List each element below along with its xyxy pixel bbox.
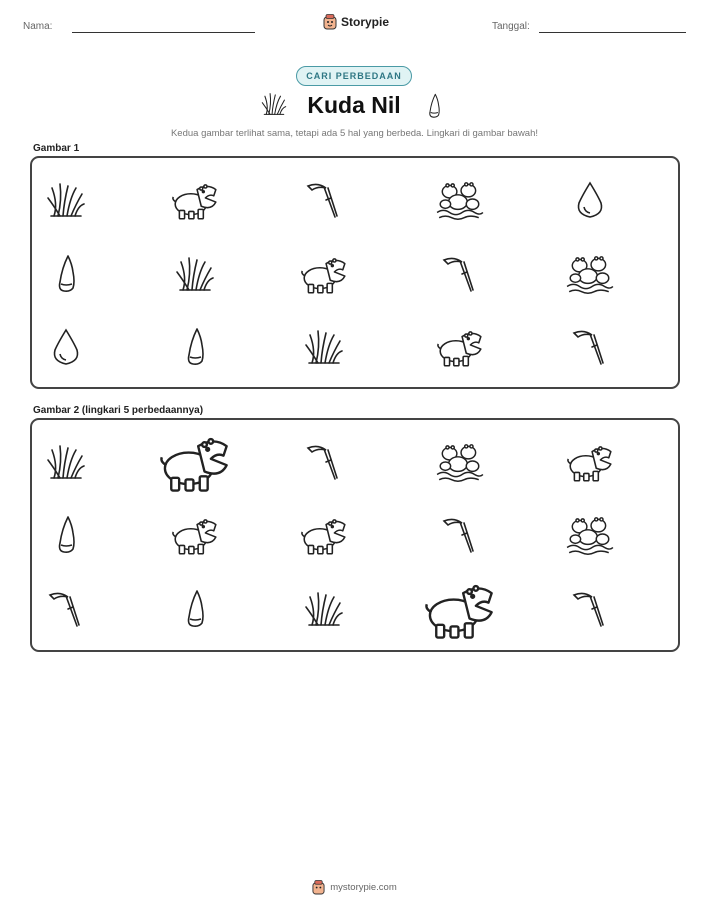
hippo-icon[interactable] xyxy=(299,514,349,556)
date-label: Tanggal: xyxy=(492,21,530,32)
picture-1-panel xyxy=(30,156,680,389)
scythe-icon xyxy=(304,180,344,220)
scythe-icon[interactable] xyxy=(46,589,86,629)
hippo-icon xyxy=(435,326,485,368)
storypie-mascot-icon xyxy=(312,880,325,895)
hippo-group-icon xyxy=(435,179,485,221)
scythe-icon[interactable] xyxy=(570,589,610,629)
grass-icon[interactable] xyxy=(46,442,86,482)
hippo-large-icon[interactable] xyxy=(157,430,233,494)
hippo-icon xyxy=(170,179,220,221)
brand-logo xyxy=(323,14,389,30)
name-label: Nama: xyxy=(23,21,53,32)
footer xyxy=(0,880,709,895)
picture-2-panel[interactable] xyxy=(30,418,680,652)
scythe-icon[interactable] xyxy=(304,442,344,482)
grass-icon xyxy=(304,327,344,367)
droplet-icon xyxy=(46,327,86,367)
scythe-icon xyxy=(570,327,610,367)
scythe-icon xyxy=(440,254,480,294)
tooth-icon[interactable] xyxy=(183,589,207,629)
instructions: Kedua gambar terlihat sama, tetapi ada 5 hal yang berbeda. Lingkari di gambar bawah! xyxy=(170,128,539,139)
footer-site: mystorypie.com xyxy=(330,882,397,893)
page-title: Kuda Nil xyxy=(307,92,401,118)
name-field[interactable] xyxy=(72,32,255,33)
scythe-icon[interactable] xyxy=(440,515,480,555)
picture-1-label: Gambar 1 xyxy=(33,143,80,154)
tooth-icon[interactable] xyxy=(54,515,78,555)
tooth-icon xyxy=(425,93,443,119)
tooth-icon xyxy=(183,327,207,367)
date-field[interactable] xyxy=(539,32,686,33)
droplet-icon xyxy=(570,180,610,220)
hippo-group-icon[interactable] xyxy=(435,441,485,483)
storypie-mascot-icon xyxy=(323,14,337,30)
hippo-icon[interactable] xyxy=(170,514,220,556)
activity-badge: CARI PERBEDAAN xyxy=(296,66,412,86)
hippo-icon[interactable] xyxy=(565,441,615,483)
hippo-group-icon[interactable] xyxy=(565,514,615,556)
hippo-group-icon xyxy=(565,253,615,295)
grass-icon[interactable] xyxy=(304,589,344,629)
hippo-icon xyxy=(299,253,349,295)
grass-icon xyxy=(261,91,287,117)
grass-icon xyxy=(175,254,215,294)
brand-name: Storypie xyxy=(341,15,390,29)
grass-icon xyxy=(46,180,86,220)
hippo-large-icon[interactable] xyxy=(422,577,498,641)
tooth-icon xyxy=(54,254,78,294)
picture-2-label: Gambar 2 (lingkari 5 perbedaannya) xyxy=(33,405,204,416)
